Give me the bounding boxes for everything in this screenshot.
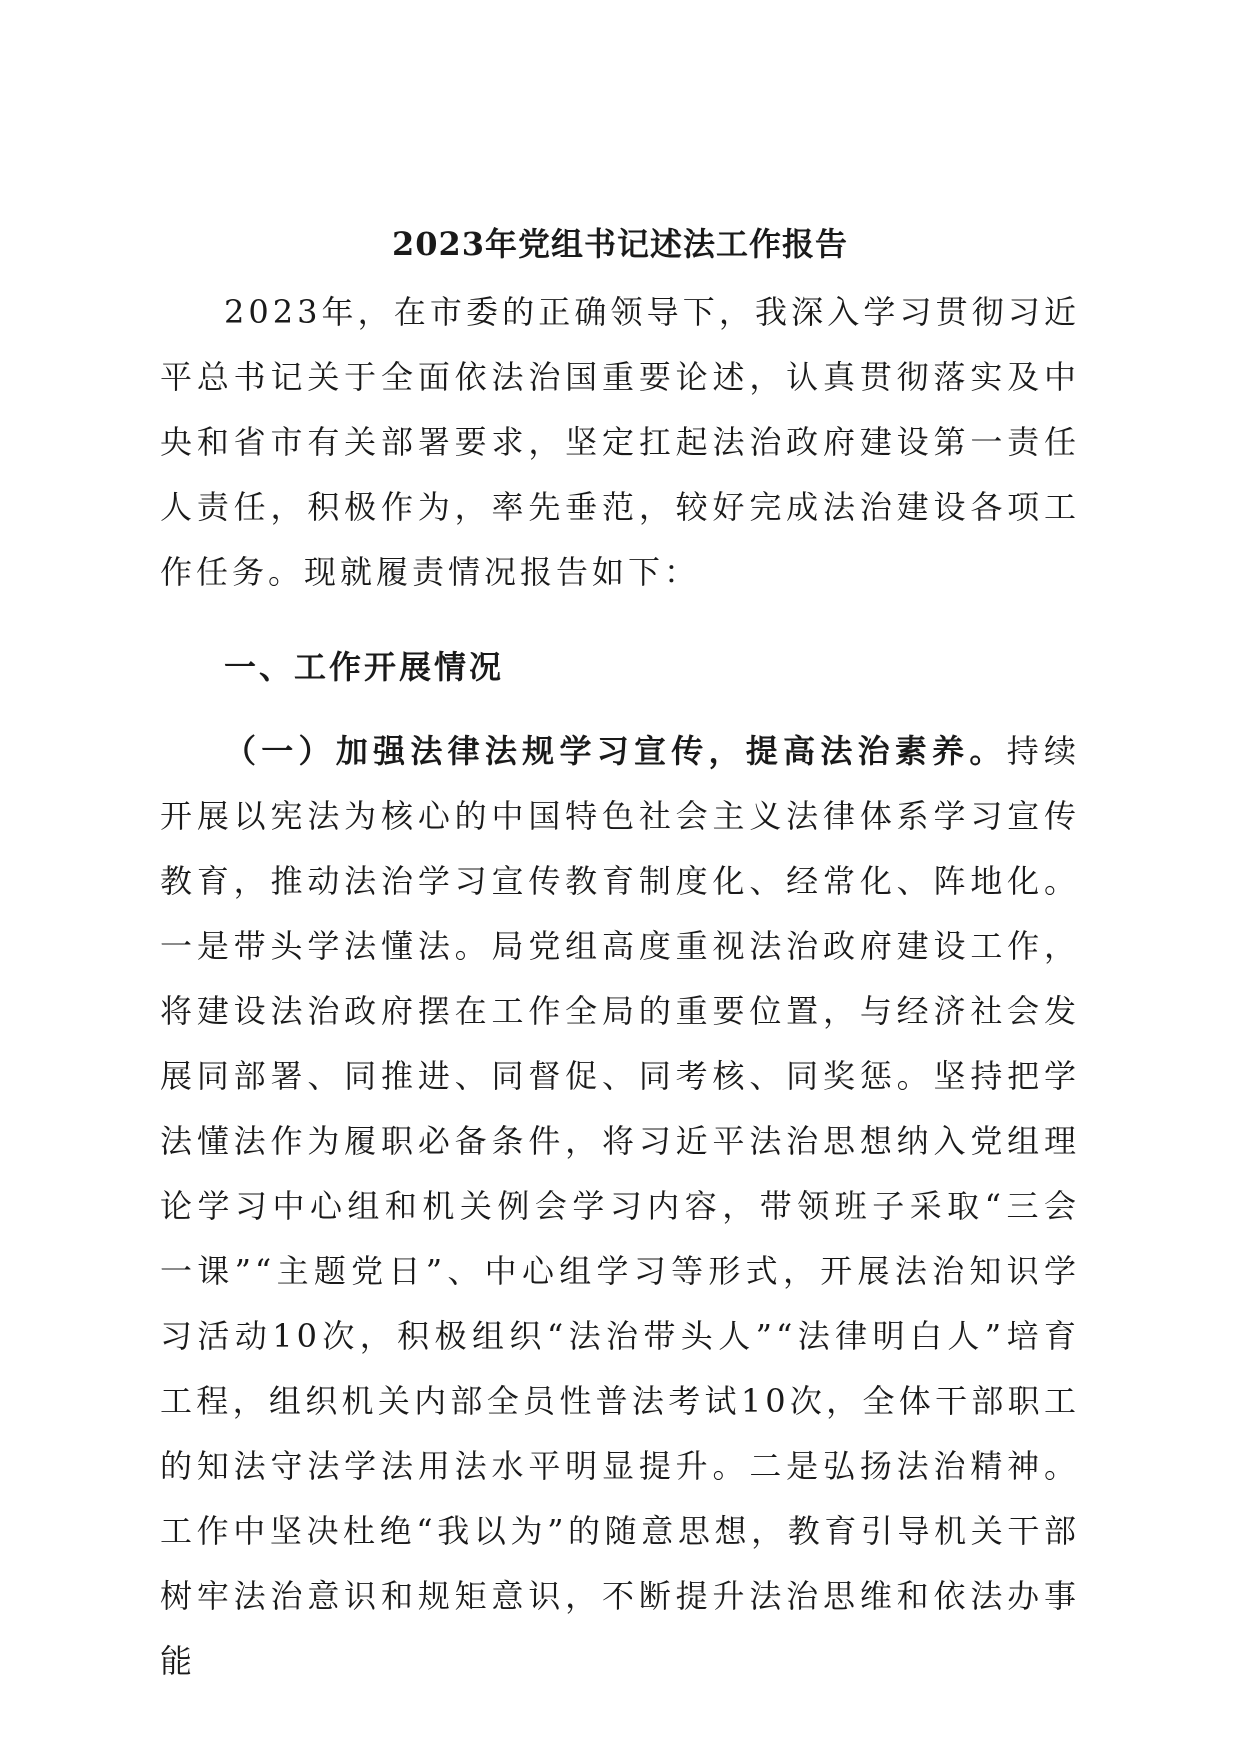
subsection-lead: （一）加强法律法规学习宣传，提高法治素养。 (224, 732, 1007, 770)
intro-paragraph: 2023年，在市委的正确领导下，我深入学习贯彻习近平总书记关于全面依法治国重要论述，认真贯彻落实及中央和省市有关部署要求，坚定扛起法治政府建设第一责任人责任，积极作为，率先垂范，较好完成法治建设各项工作任务。现就履责情况报告如下： (160, 293, 1080, 591)
subsection-paragraph (160, 719, 1080, 1694)
section-heading: 一、工作开展情况 (224, 648, 505, 686)
subsection-body: 持续开展以宪法为核心的中国特色社会主义法律体系学习宣传教育，推动法治学习宣传教育制度化、经常化、阵地化。一是带头学法懂法。局党组高度重视法治政府建设工作，将建设法治政府摆在工作全局的重要位置，与经济社会发展同部署、同推进、同督促、同考核、同奖惩。坚持把学法懂法作为履职必备条件，将习近平法治思想纳入党组理论学习中心组和机关例会学习内容，带领班子采取“三会一课”“主题党日”、中心组学习等形式，开展法治知识学习活动10次，积极组织“法治带头人”“法律明白人”培育工程，组织机关内部全员性普法考试10次，全体干部职工的知法守法学法用法水平明显提升。二是弘扬法治精神。工作中坚决杜绝“我以为”的随意思想，教育引导机关干部树牢法治意识和规矩意识，不断提升法治思维和依法办事能 (160, 732, 1080, 1680)
document-title: 2023年党组书记述法工作报告 (391, 225, 849, 263)
